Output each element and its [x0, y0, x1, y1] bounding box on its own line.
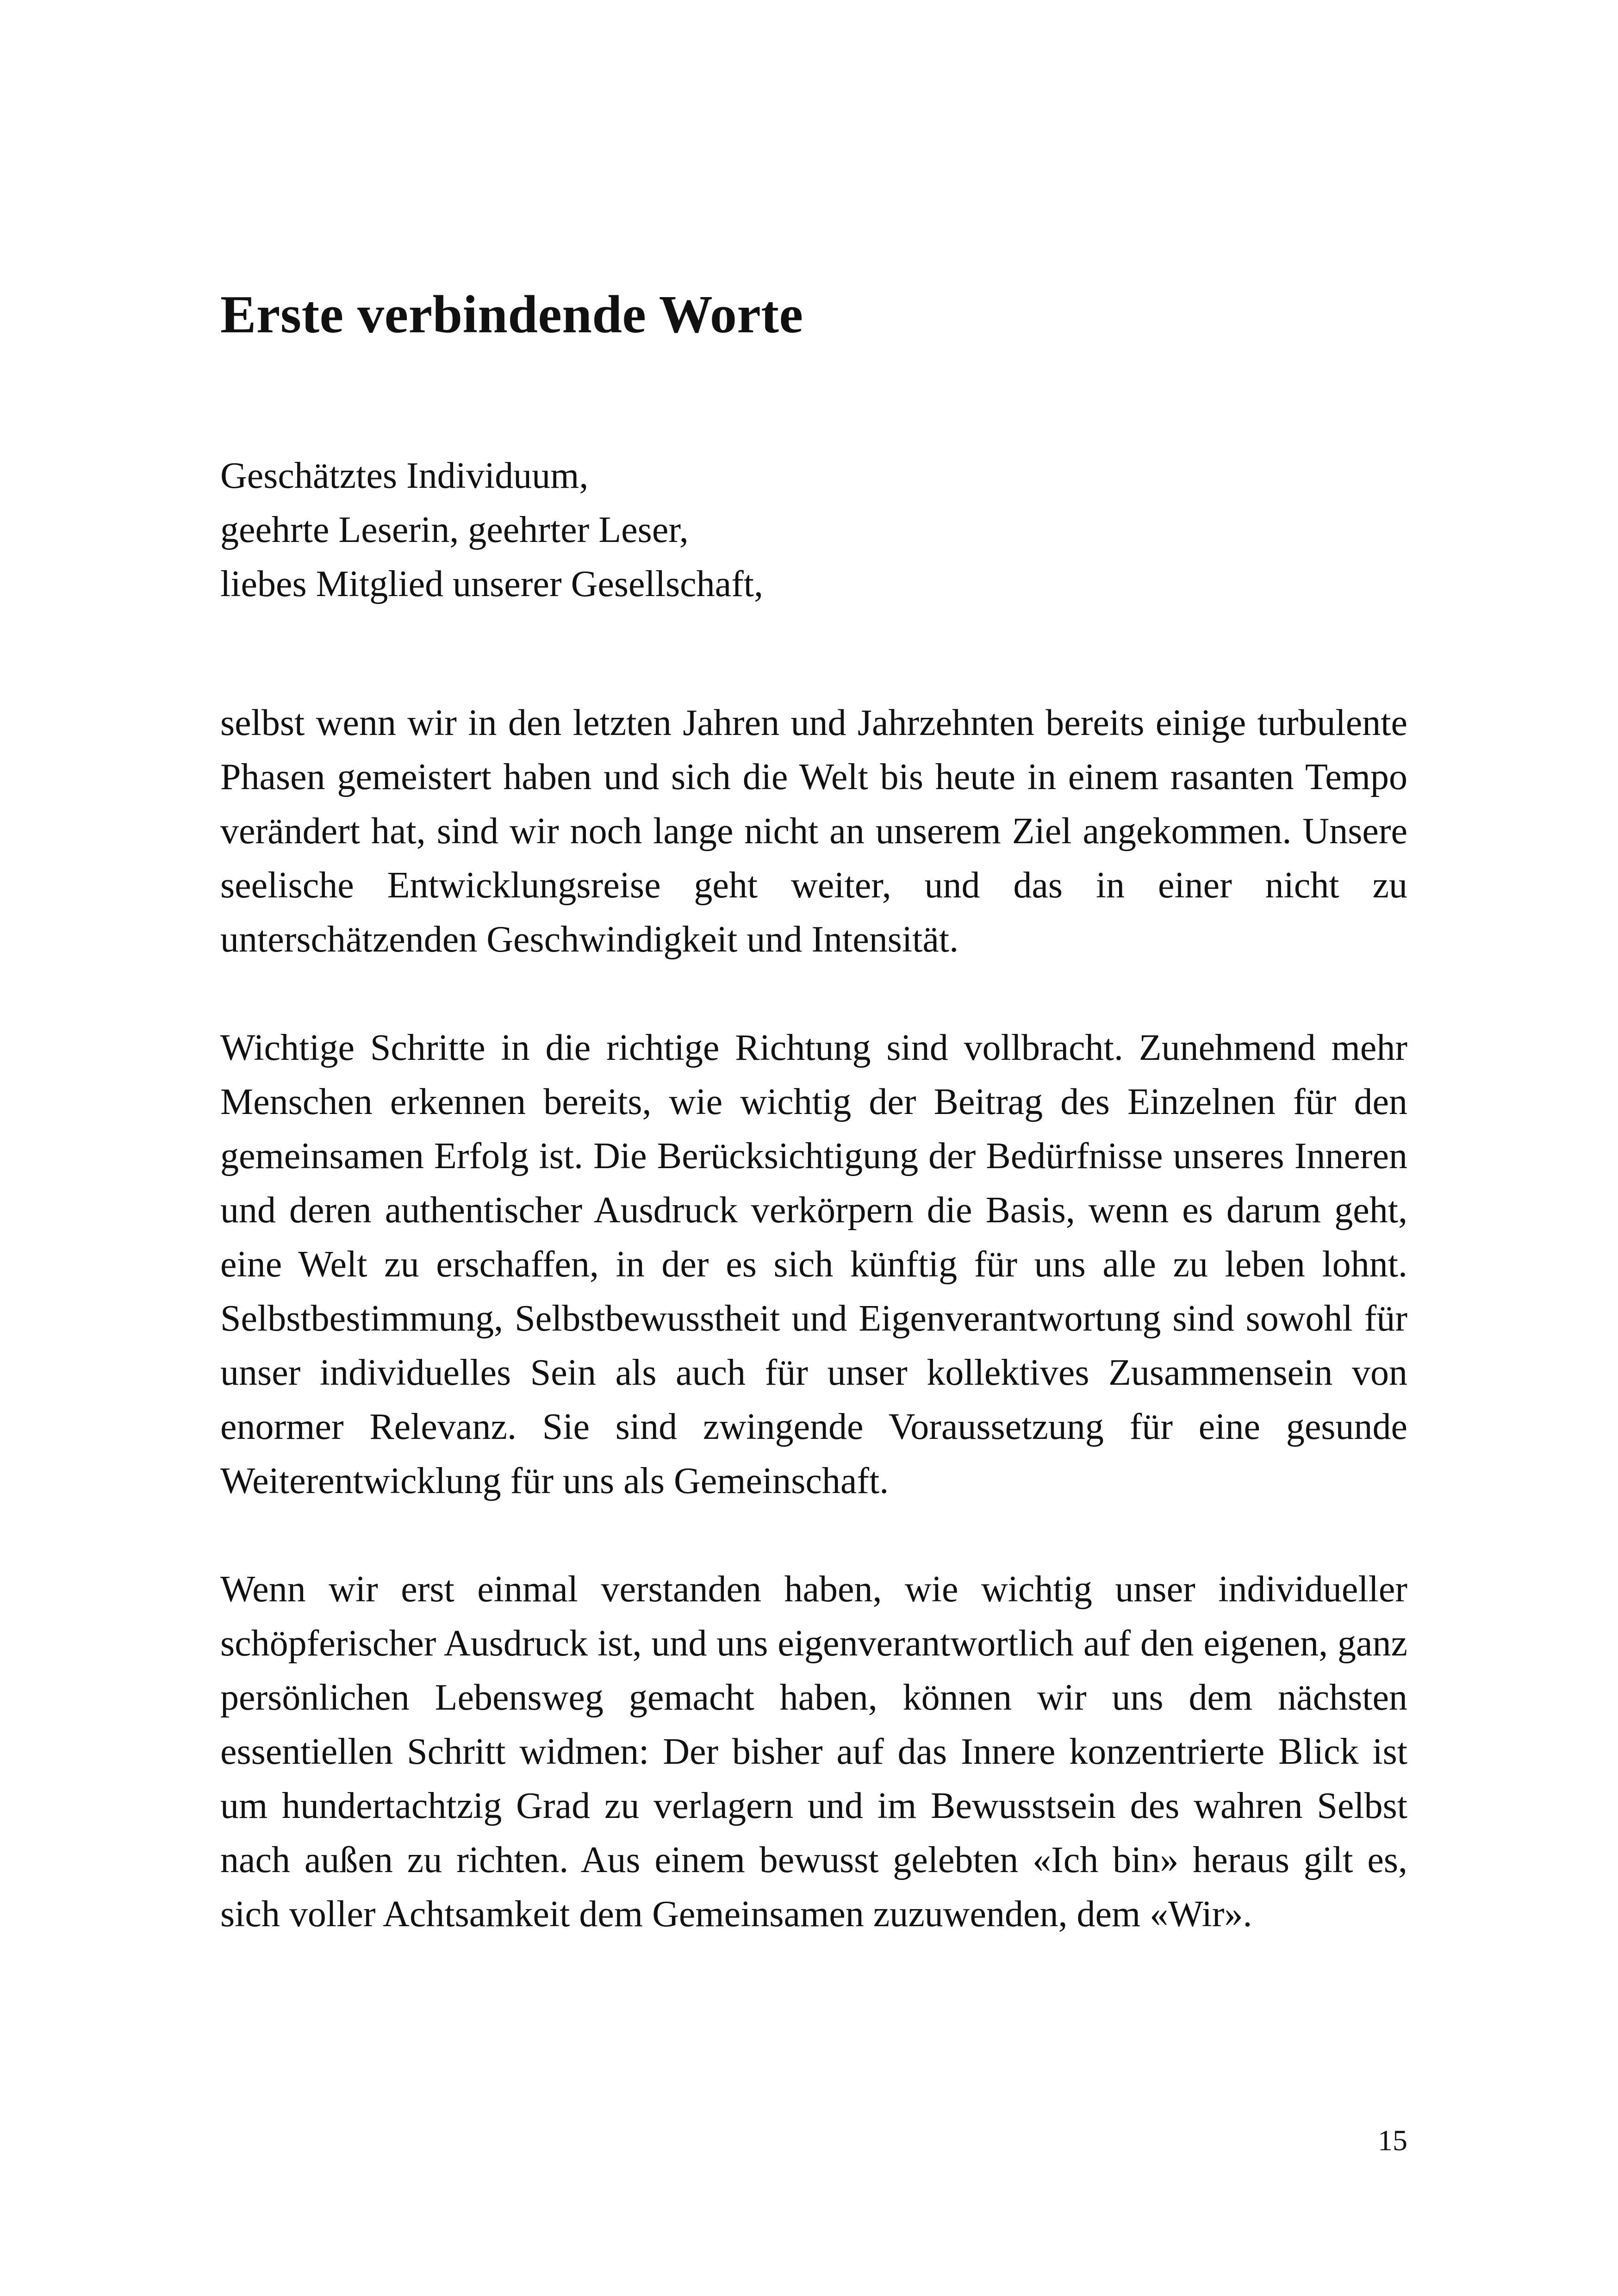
chapter-title: Erste verbindende Worte	[220, 285, 803, 344]
page-content	[220, 278, 1407, 1996]
body-paragraph: Wichtige Schritte in die richtige Richtung sind vollbracht. Zunehmend mehr Menschen erkennen bereits, wie wichtig der Beitrag des Einzelnen für den gemeinsamen Erfolg ist. Die Berücksichtigung der Bedürfnisse unseres Inneren und deren authentischer Ausdruck verkörpern die Basis, wenn es darum geht, eine Welt zu erschaffen, in der es sich künftig für uns alle zu leben lohnt. Selbstbestimmung, Selbstbewusstheit und Eigenverantwortung sind sowohl für unser individuelles Sein als auch für unser kollektives Zusammensein von enormer Relevanz. Sie sind zwingende Voraussetzung für eine gesunde Weiterentwicklung für uns als Gemeinschaft.	[220, 1027, 1407, 1501]
greeting-block	[220, 449, 1407, 611]
greeting-line: geehrte Leserin, geehrter Leser,	[220, 510, 689, 550]
greeting-line: liebes Mitglied unserer Gesellschaft,	[220, 564, 763, 604]
body-paragraph: Wenn wir erst einmal verstanden haben, wie wichtig unser individueller schöpferischer Ausdruck ist, und uns eigenverantwortlich auf den eigenen, ganz persönlichen Lebensweg gemacht haben, können wir uns dem nächsten essentiellen Schritt widmen: Der bisher auf das Innere konzentrierte Blick ist um hundertachtzig Grad zu verlagern und im Bewusstsein des wahren Selbst nach außen zu richten. Aus einem bewusst gelebten «Ich bin» heraus gilt es, sich voller Achtsamkeit dem Gemeinsamen zuzuwenden, dem «Wir».	[220, 1569, 1407, 1935]
body-paragraph: selbst wenn wir in den letzten Jahren und Jahrzehnten bereits einige turbulente Phasen gemeistert haben und sich die Welt bis heute in einem rasanten Tempo verändert hat, sind wir noch lange nicht an unserem Ziel angekommen. Unsere seelische Entwicklungsreise geht weiter, und das in einer nicht zu unterschätzenden Geschwindigkeit und Intensität.	[220, 703, 1407, 960]
page-number: 15	[1378, 2124, 1407, 2157]
greeting-line: Geschätztes Individuum,	[220, 455, 589, 496]
